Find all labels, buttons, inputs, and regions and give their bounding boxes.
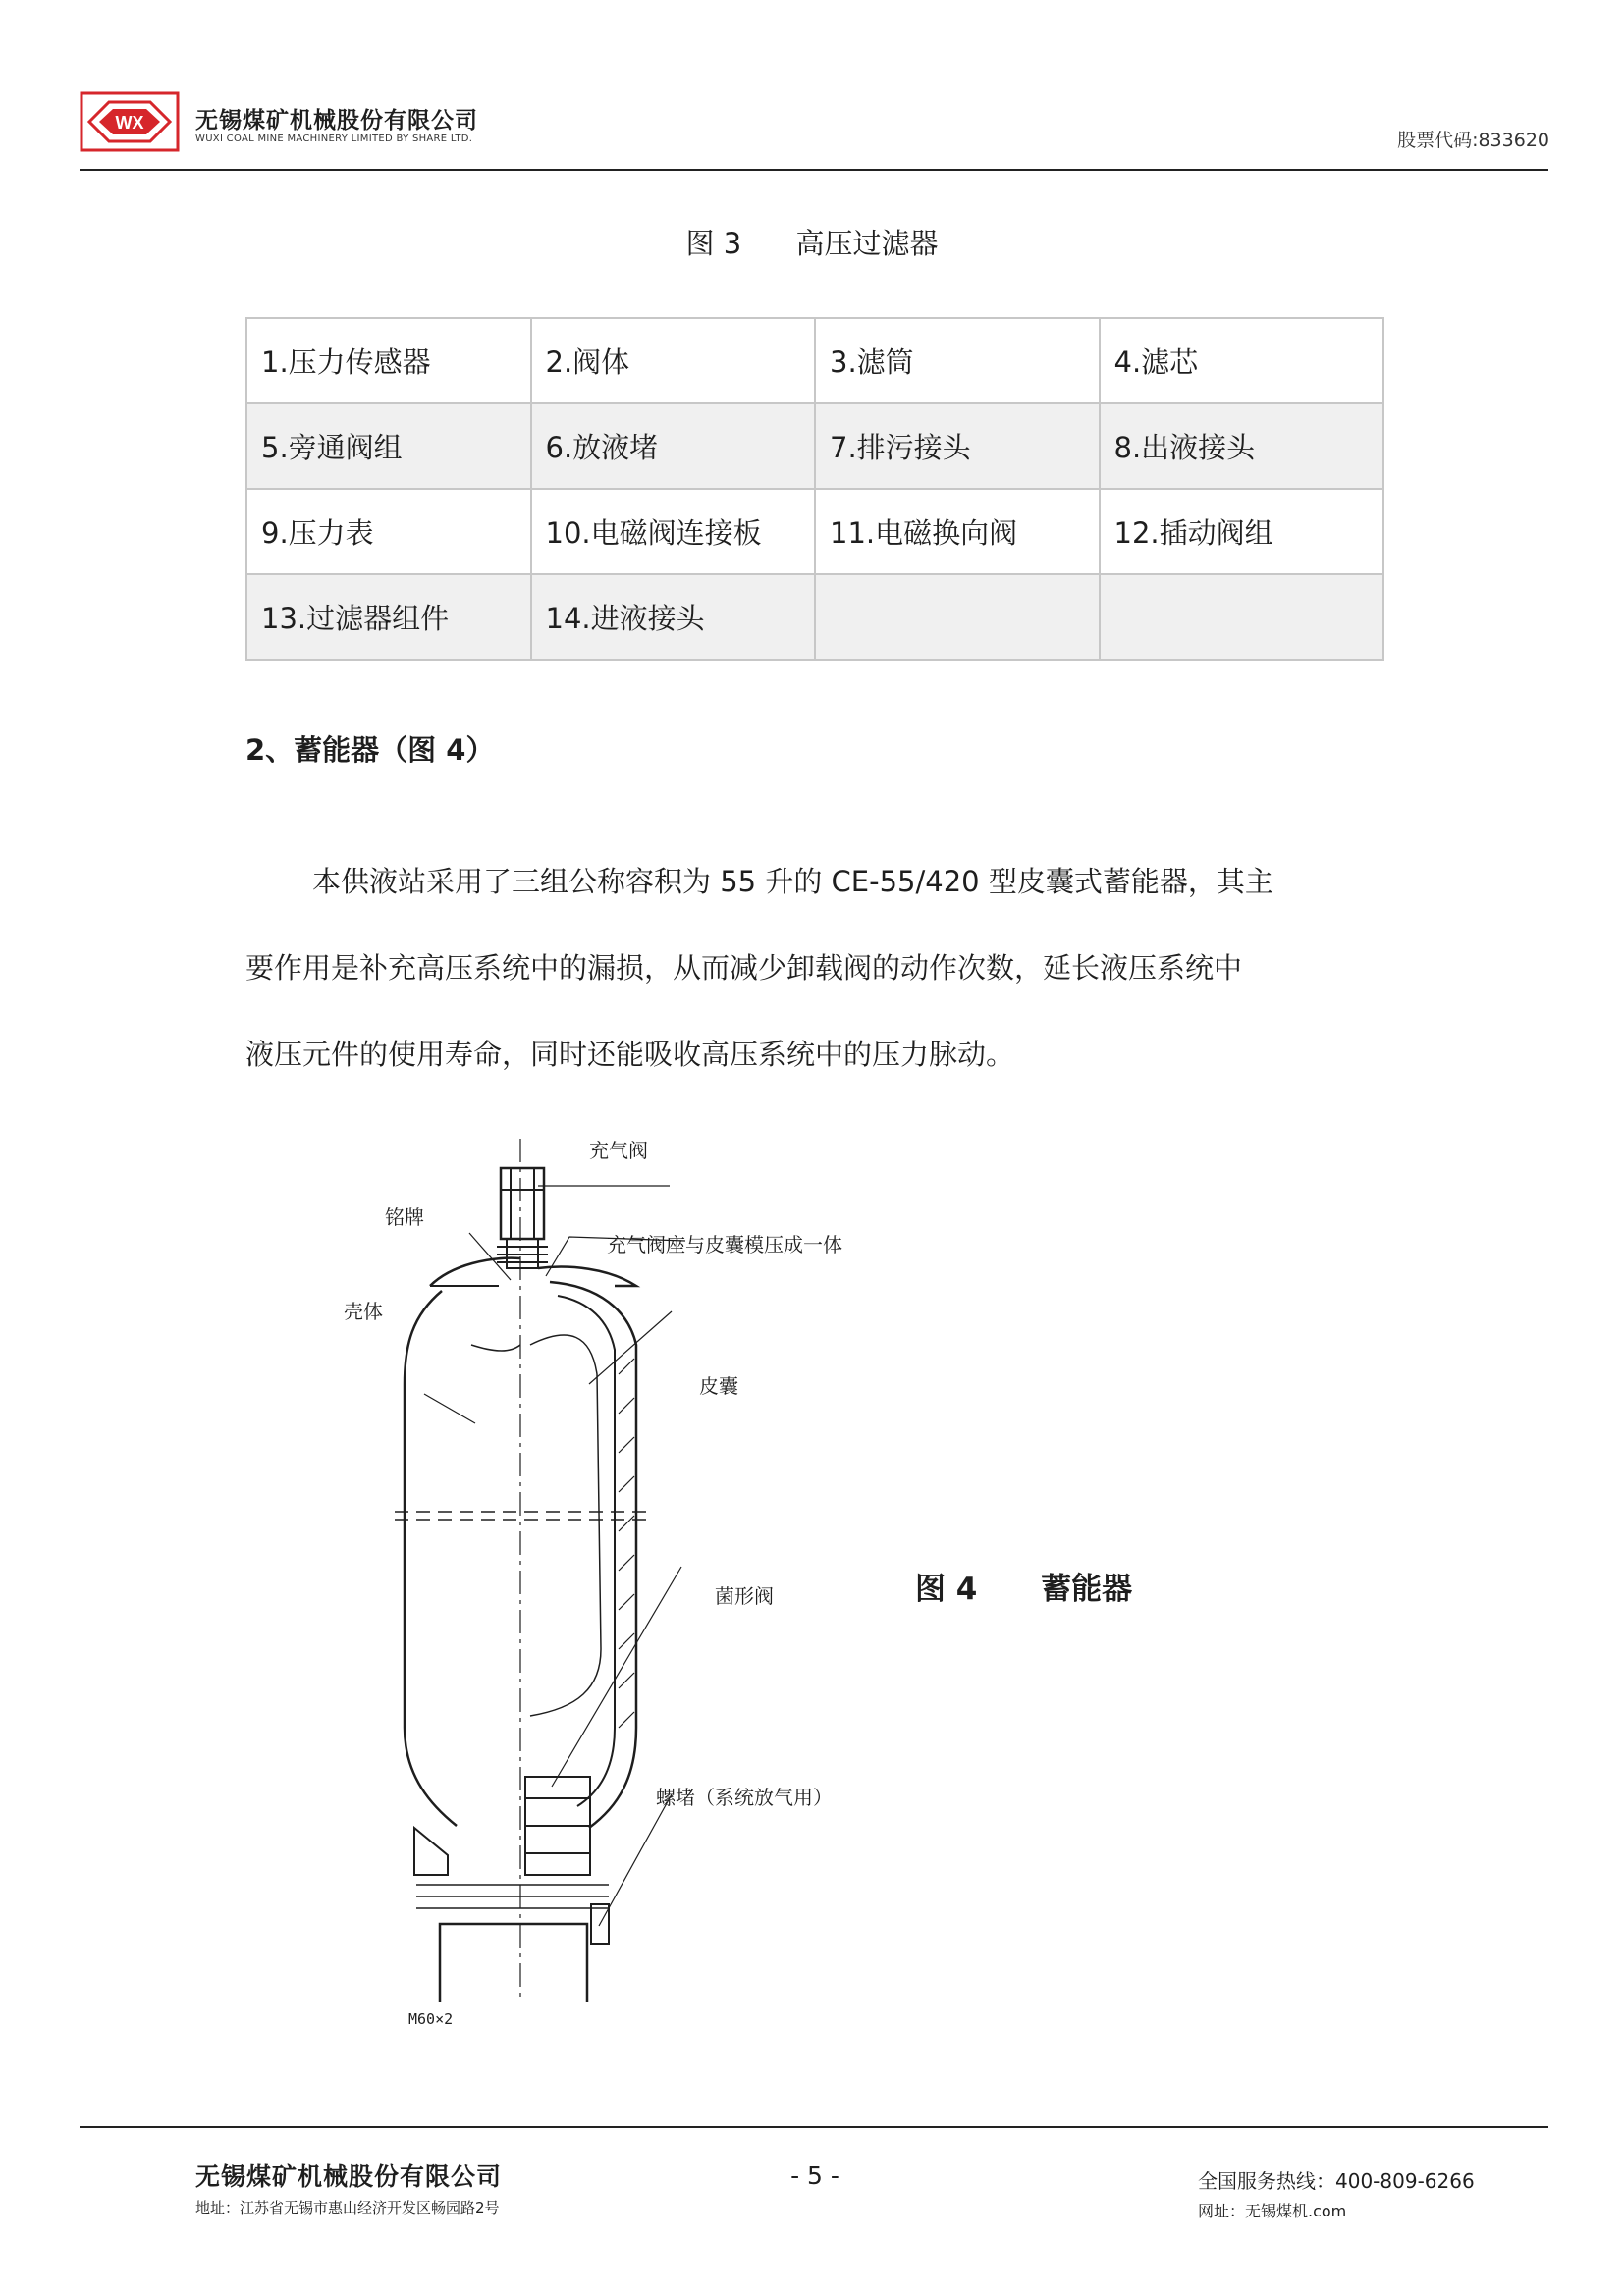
table-cell: 1.压力传感器 — [246, 318, 531, 403]
logo-text: WX — [115, 113, 144, 133]
section-heading: 2、蓄能器（图 4） — [245, 733, 495, 767]
service-hotline: 全国服务热线：400-809-6266 — [1198, 2169, 1475, 2193]
header-company-name: 无锡煤矿机械股份有限公司 — [195, 108, 478, 133]
table-row — [246, 489, 1383, 574]
website: 网址：无锡煤机.com — [1198, 2202, 1347, 2220]
table-row — [246, 403, 1383, 489]
table-cell: 8.出液接头 — [1100, 403, 1384, 489]
table-cell: 7.排污接头 — [815, 403, 1100, 489]
figure-4-caption: 图 4 蓄能器 — [915, 1572, 1133, 1607]
table-cell: 3.滤筒 — [815, 318, 1100, 403]
charge-valve-drawing — [497, 1168, 548, 1268]
table-cell: 5.旁通阀组 — [246, 403, 531, 489]
footer-divider — [80, 2126, 1548, 2128]
table-cell: 2.阀体 — [531, 318, 816, 403]
table-cell: 10.电磁阀连接板 — [531, 489, 816, 574]
table-cell: 13.过滤器组件 — [246, 574, 531, 660]
footer-address: 地址：江苏省无锡市惠山经济开发区畅园路2号 — [195, 2199, 500, 2216]
table-row — [246, 318, 1383, 403]
company-logo — [80, 91, 180, 152]
table-cell — [815, 574, 1100, 660]
label-charge-valve: 充气阀 — [589, 1139, 648, 1162]
accumulator-drawing — [324, 1099, 933, 2028]
table-row — [246, 574, 1383, 660]
table-cell: 12.插动阀组 — [1100, 489, 1384, 574]
label-plug: 螺堵（系统放气用） — [656, 1786, 833, 1809]
header-divider — [80, 169, 1548, 171]
parts-table — [245, 317, 1384, 661]
label-nameplate: 铭牌 — [385, 1205, 424, 1229]
header-company-english-name: WUXI COAL MINE MACHINERY LIMITED BY SHARE LTD. — [195, 133, 473, 144]
stock-code: 股票代码:833620 — [1397, 130, 1549, 151]
label-shell: 壳体 — [344, 1300, 383, 1323]
label-thread-size: M60×2 — [408, 2010, 454, 2028]
label-poppet-valve: 菌形阀 — [715, 1584, 774, 1608]
body-paragraph — [245, 838, 1384, 1097]
page-number: - 5 - — [790, 2162, 839, 2190]
table-cell: 4.滤芯 — [1100, 318, 1384, 403]
paragraph-line: 本供液站采用了三组公称容积为 55 升的 CE-55/420 型皮囊式蓄能器，其主 — [312, 865, 1273, 898]
table-cell: 9.压力表 — [246, 489, 531, 574]
label-valve-seat: 充气阀座与皮囊模压成一体 — [607, 1233, 842, 1256]
table-cell — [1100, 574, 1384, 660]
paragraph-line: 液压元件的使用寿命，同时还能吸收高压系统中的压力脉动。 — [245, 1038, 1015, 1071]
table-cell: 14.进液接头 — [531, 574, 816, 660]
table-cell: 6.放液堵 — [531, 403, 816, 489]
figure-3-caption: 图 3 高压过滤器 — [685, 227, 939, 260]
footer-company-name: 无锡煤矿机械股份有限公司 — [195, 2163, 503, 2191]
table-cell: 11.电磁换向阀 — [815, 489, 1100, 574]
label-bladder: 皮囊 — [699, 1374, 738, 1398]
paragraph-line: 要作用是补充高压系统中的漏损，从而减少卸载阀的动作次数，延长液压系统中 — [245, 951, 1243, 985]
